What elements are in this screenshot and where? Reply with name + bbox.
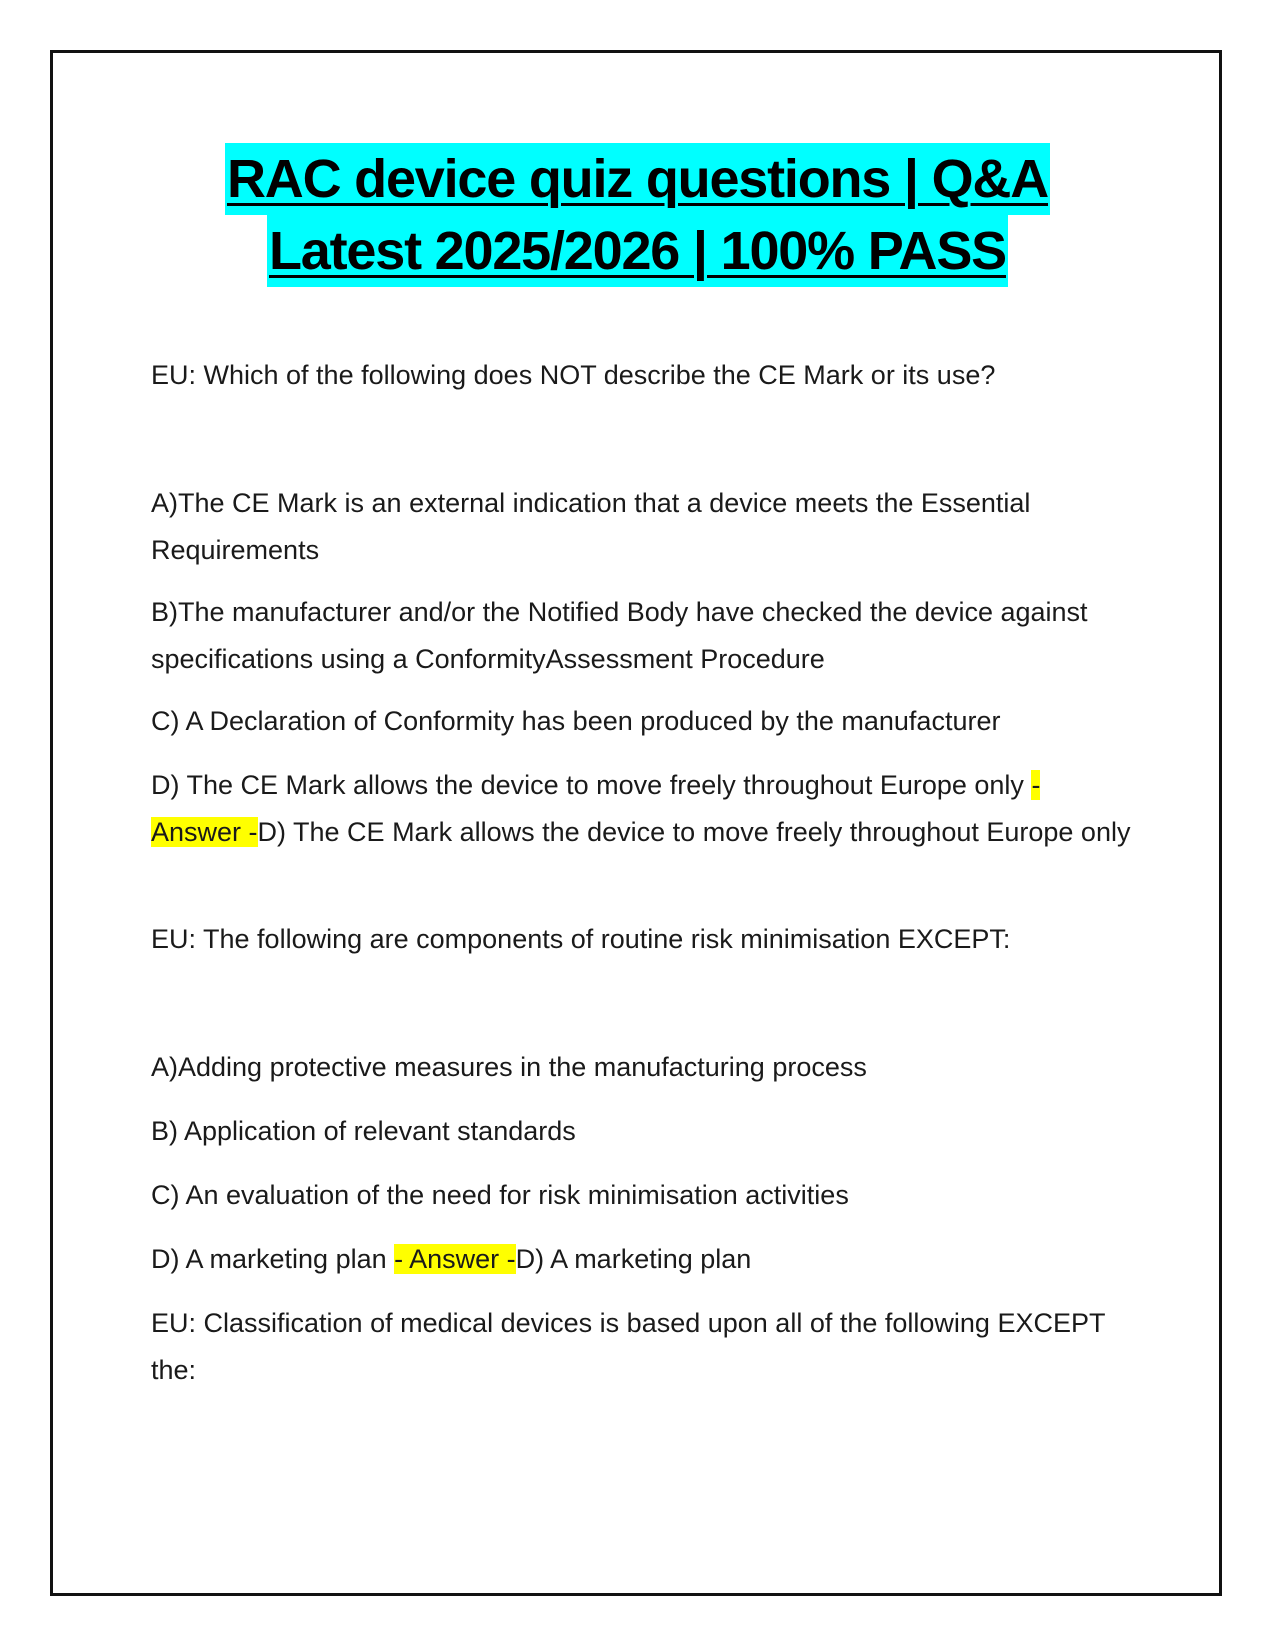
document-title (0, 143, 1275, 287)
question-2-option-c: C) An evaluation of the need for risk minimisation activities (151, 1180, 849, 1210)
question-1: EU: Which of the following does NOT describe the CE Mark or its use? (151, 360, 996, 390)
answer-marker: - Answer - (151, 770, 1041, 847)
question-2-option-a: A)Adding protective measures in the manufacturing process (151, 1052, 867, 1082)
question-2-answer: D) A marketing plan (515, 1244, 752, 1274)
title-line-1: RAC device quiz questions | Q&A (225, 143, 1050, 215)
question-2-option-b: B) Application of relevant standards (151, 1116, 576, 1146)
question-1-option-b: B)The manufacturer and/or the Notified Body have checked the device against specifications using a ConformityAssessment Procedure (151, 597, 1088, 674)
question-2-option-d: D) A marketing plan (151, 1244, 387, 1274)
answer-marker: - Answer - (394, 1244, 516, 1274)
question-3: EU: Classification of medical devices is based upon all of the following EXCEPT the: (151, 1308, 1105, 1385)
question-1-answer: D) The CE Mark allows the device to move freely throughout Europe only (257, 817, 1131, 847)
question-1-option-d: D) The CE Mark allows the device to move freely throughout Europe only (151, 770, 1024, 800)
question-2: EU: The following are components of routine risk minimisation EXCEPT: (151, 924, 1011, 954)
question-1-option-d-with-answer (151, 762, 1131, 856)
question-2-option-d-with-answer (151, 1236, 1131, 1283)
question-1-option-a: A)The CE Mark is an external indication that a device meets the Essential Requirements (151, 488, 1031, 565)
title-line-2: Latest 2025/2026 | 100% PASS (267, 215, 1008, 287)
question-1-option-c: C) A Declaration of Conformity has been produced by the manufacturer (151, 706, 1001, 736)
